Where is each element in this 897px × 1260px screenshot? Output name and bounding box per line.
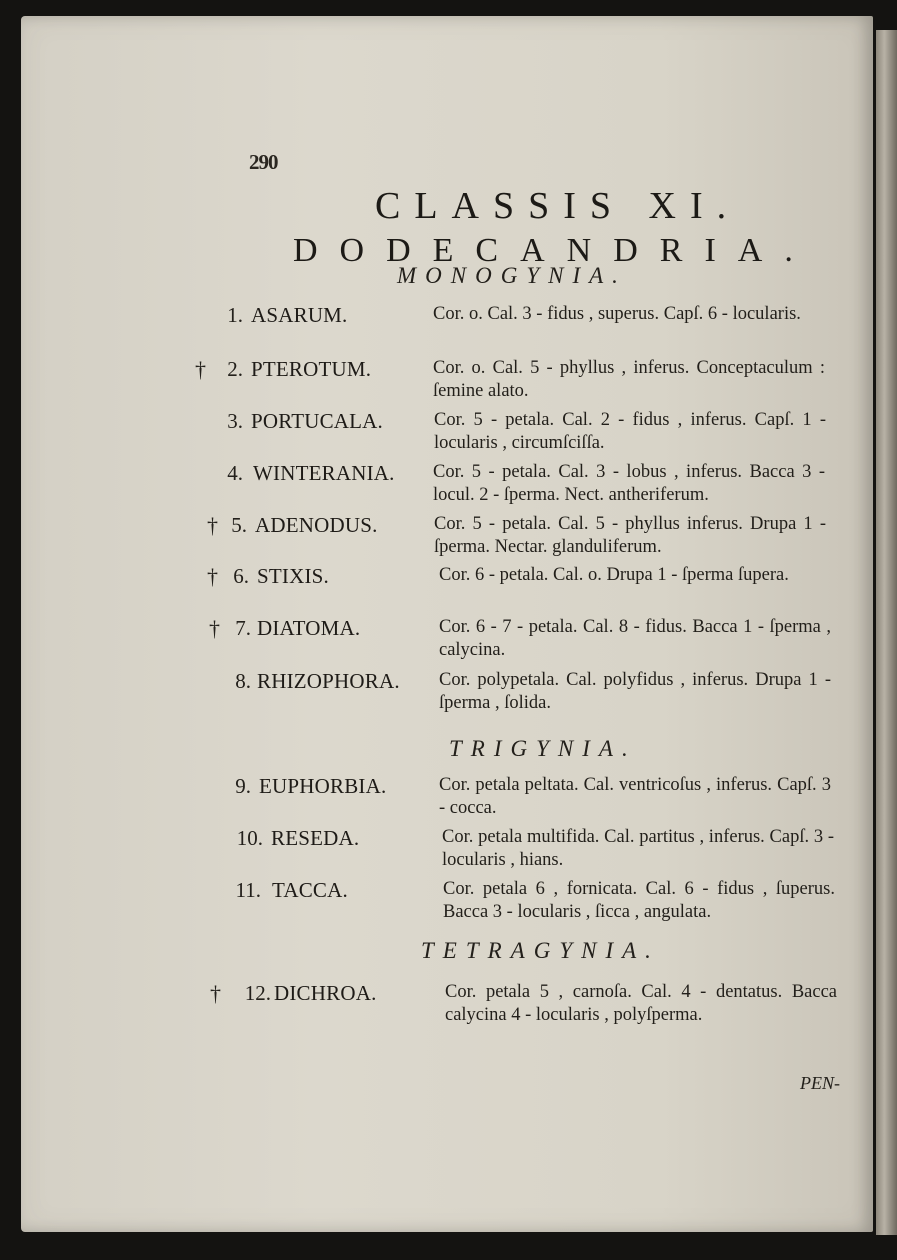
entry-number: 8.: [235, 669, 251, 693]
genus-entry: [21, 616, 873, 664]
genus-description: Cor. petala multifida. Cal. partitus , inferus. Capſ. 3 - locularis , hians.: [442, 827, 834, 870]
book-page: [21, 16, 873, 1232]
entry-number: 3.: [227, 409, 243, 433]
genus-description: Cor. petala 6 , fornicata. Cal. 6 - fidus , ſuperus. Bacca 3 - locularis , ſicca , angulata.: [443, 879, 835, 922]
genus-entry: [21, 981, 873, 1029]
page-number: 290: [249, 150, 278, 174]
dagger-mark: †: [209, 616, 220, 641]
genus-entry: [21, 461, 873, 509]
genus-description: Cor. petala 5 , carnoſa. Cal. 4 - dentatus. Bacca calycina 4 - locularis , polyſperma.: [445, 982, 837, 1025]
genus-entry: [21, 564, 873, 612]
genus-entry: [21, 303, 873, 351]
entry-number: 12.: [244, 981, 271, 1005]
order-heading-monogynia: MONOGYNIA.: [397, 263, 627, 288]
catchword: PEN-: [800, 1073, 840, 1093]
genus-name: ASARUM.: [251, 303, 348, 327]
dagger-mark: †: [210, 981, 221, 1006]
genus-name: TACCA.: [272, 878, 348, 902]
genus-description: Cor. petala peltata. Cal. ventricoſus , inferus. Capſ. 3 - cocca.: [439, 775, 831, 818]
genus-name: WINTERANIA.: [253, 461, 395, 485]
genus-entry: [21, 878, 873, 926]
entry-number: 7.: [235, 616, 251, 640]
genus-description: Cor. 5 - petala. Cal. 3 - lobus , inferus. Bacca 3 - locul. 2 - ſperma. Nect. antheriferum.: [433, 462, 825, 505]
entry-number: 2.: [227, 357, 243, 381]
genus-name: RHIZOPHORA.: [257, 669, 400, 693]
genus-description: Cor. o. Cal. 5 - phyllus , inferus. Conceptaculum : ſemine alato.: [433, 358, 825, 401]
genus-entry: [21, 409, 873, 457]
genus-entry: [21, 826, 873, 874]
genus-entry: [21, 669, 873, 717]
genus-name: EUPHORBIA.: [259, 774, 387, 798]
genus-description: Cor. polypetala. Cal. polyfidus , inferus. Drupa 1 - ſperma , ſolida.: [439, 670, 831, 713]
class-title: CLASSIS XI.: [375, 185, 741, 227]
entry-number: 1.: [227, 303, 243, 327]
entry-number: 5.: [231, 513, 247, 537]
entry-number: 11.: [235, 878, 261, 902]
entry-number: 4.: [227, 461, 243, 485]
genus-description: Cor. 5 - petala. Cal. 2 - fidus , inferus. Capſ. 1 - locularis , circumſciſſa.: [434, 410, 826, 453]
genus-name: PORTUCALA.: [251, 409, 383, 433]
genus-name: DICHROA.: [274, 981, 377, 1005]
dagger-mark: †: [195, 357, 206, 382]
genus-description: Cor. 6 - 7 - petala. Cal. 8 - fidus. Bacca 1 - ſperma , calycina.: [439, 617, 831, 660]
class-name: DODECANDRIA.: [293, 232, 815, 269]
genus-name: STIXIS.: [257, 564, 329, 588]
genus-entry: [21, 357, 873, 405]
genus-name: RESEDA.: [271, 826, 360, 850]
genus-name: DIATOMA.: [257, 616, 361, 640]
order-heading-tetragynia: TETRAGYNIA.: [421, 938, 660, 963]
genus-description: Cor. 5 - petala. Cal. 5 - phyllus inferus. Drupa 1 - ſperma. Nectar. glanduliferum.: [434, 514, 826, 557]
order-heading-trigynia: TRIGYNIA.: [449, 736, 637, 761]
entry-number: 6.: [233, 564, 249, 588]
dagger-mark: †: [207, 564, 218, 589]
genus-description: Cor. 6 - petala. Cal. o. Drupa 1 - ſperma ſupera.: [439, 565, 789, 585]
genus-name: PTEROTUM.: [251, 357, 372, 381]
adjacent-page-edge: [876, 30, 897, 1235]
genus-entry: [21, 513, 873, 561]
entry-number: 9.: [235, 774, 251, 798]
dagger-mark: †: [207, 513, 218, 538]
genus-name: ADENODUS.: [255, 513, 378, 537]
genus-description: Cor. o. Cal. 3 - fidus , superus. Capſ. 6 - locularis.: [433, 304, 801, 324]
entry-number: 10.: [236, 826, 263, 850]
genus-entry: [21, 774, 873, 822]
